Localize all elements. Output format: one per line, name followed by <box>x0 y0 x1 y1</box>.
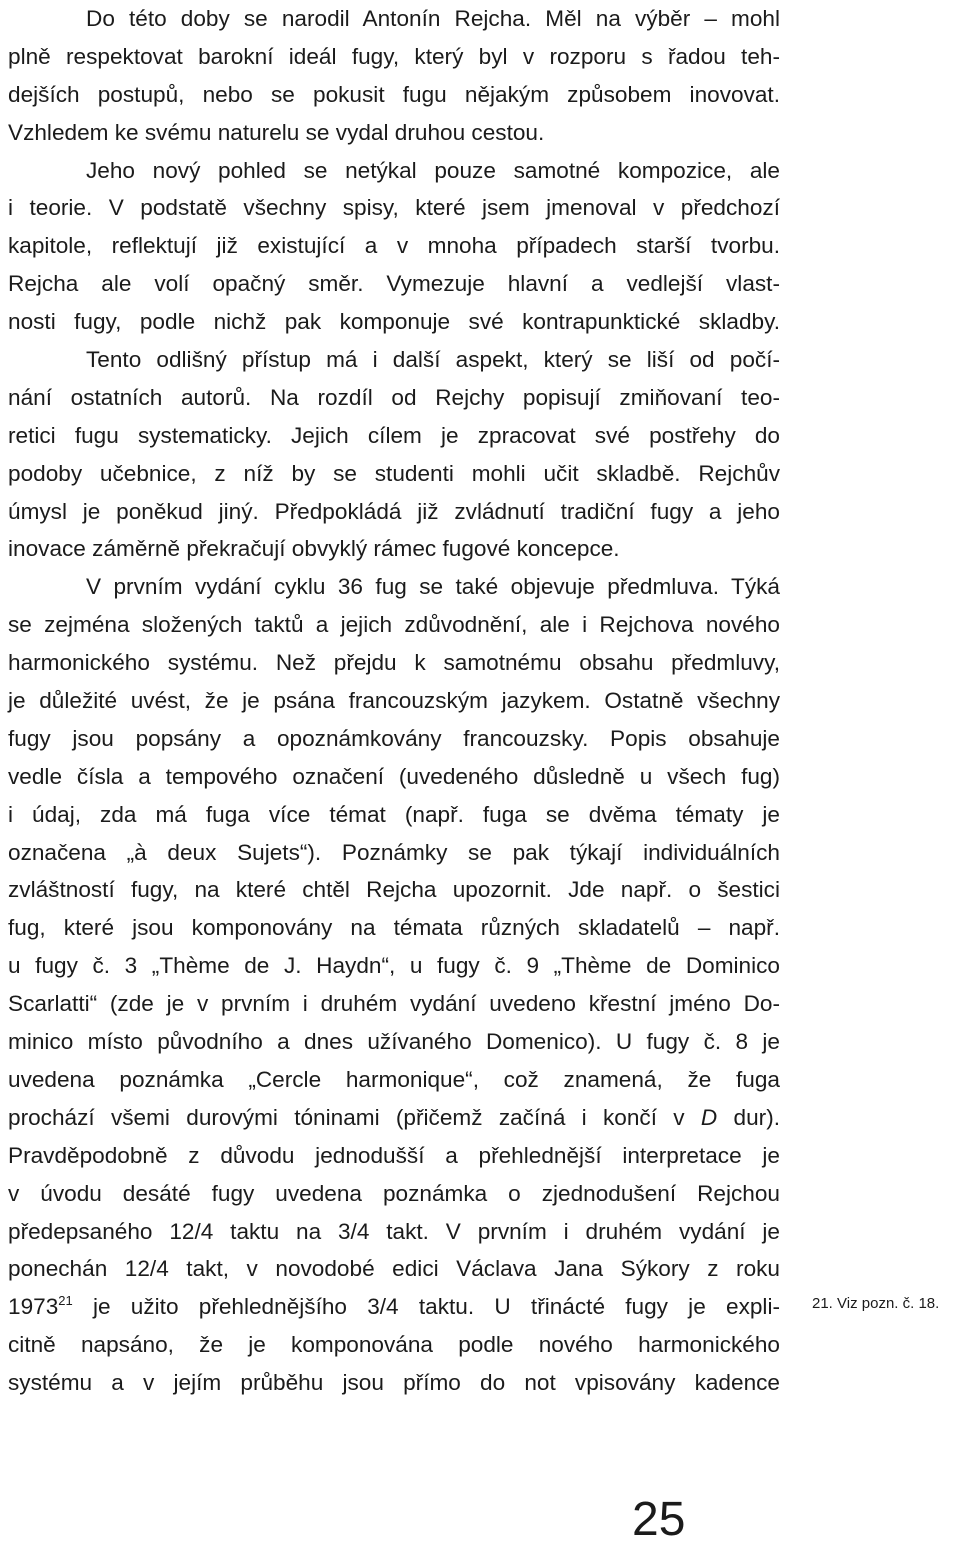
text-line <box>8 189 780 227</box>
text-line <box>8 796 780 834</box>
text-line <box>8 568 780 606</box>
text-line-content: dejších postupů, nebo se pokusit fugu nějakým způsobem inovovat. <box>8 81 780 107</box>
text-line <box>8 1250 780 1288</box>
text-line <box>8 1288 780 1326</box>
text-line-content: se zejména složených taktů a jejich zdůvodnění, ale i Rejchova nového <box>8 612 780 638</box>
text-line-content: 1973 <box>8 1294 59 1320</box>
text-line <box>8 720 780 758</box>
text-line-tail: je užito přehlednějšího 3/4 taktu. U třinácté fugy je expli- <box>72 1294 780 1320</box>
text-line-content: fug, které jsou komponovány na témata různých skladatelů – např. <box>8 915 780 941</box>
page-number: 25 <box>632 1493 686 1546</box>
text-line <box>8 0 780 38</box>
text-line-content: Pravděpodobně z důvodu jednodušší a přehlednější interpretace je <box>8 1142 780 1168</box>
text-line-content: Do této doby se narodil Antonín Rejcha. Měl na výběr – mohl <box>86 6 780 31</box>
text-line-content: Tento odlišný přístup má i další aspekt, který se liší od počí- <box>86 347 780 373</box>
text-line-content: označena „à deux Sujets“). Poznámky se pak týkají individuálních <box>8 839 780 865</box>
text-line <box>8 947 780 985</box>
text-line-content: i teorie. V podstatě všechny spisy, které jsem jmenoval v předchozí <box>8 195 780 221</box>
text-line <box>8 682 780 720</box>
text-line-content: u fugy č. 3 „Thème de J. Haydn“, u fugy č. 9 „Thème de Dominico <box>8 953 780 979</box>
text-line <box>8 417 780 455</box>
text-line <box>8 909 780 947</box>
text-line <box>8 606 780 644</box>
text-line <box>8 303 780 341</box>
text-line-content: Scarlatti“ (zde je v prvním i druhém vydání uvedeno křestní jméno Do- <box>8 991 780 1017</box>
text-line-content: zvláštností fugy, na které chtěl Rejcha upozornit. Jde např. o šestici <box>8 877 780 903</box>
text-line <box>8 493 780 531</box>
text-line <box>8 227 780 265</box>
text-line <box>8 1099 780 1137</box>
text-line-content: minico místo původního a dnes užívaného Domenico). U fugy č. 8 je <box>8 1029 780 1055</box>
text-line-content: systému a v jejím průběhu jsou přímo do not vpisovány kadence <box>8 1370 780 1396</box>
text-line-content: kapitole, reflektují již existující a v mnoha případech starší tvorbu. <box>8 233 780 259</box>
text-line-content: i údaj, zda má fuga více témat (např. fuga se dvěma tématy je <box>8 801 780 827</box>
text-line <box>8 265 780 303</box>
text-line-content: je důležité uvést, že je psána francouzským jazykem. Ostatně všechny <box>8 688 780 714</box>
text-line-content: vedle čísla a tempového označení (uvedeného důsledně u všech fug) <box>8 763 780 789</box>
text-line-content: nání ostatních autorů. Na rozdíl od Rejchy popisují zmiňovaní teo- <box>8 384 780 410</box>
text-line-content: inovace záměrně překračují obvyklý rámec fugové koncepce. <box>8 536 620 562</box>
text-line-content: V prvním vydání cyklu 36 fug se také objevuje předmluva. Týká <box>86 574 780 600</box>
text-line-content: v úvodu desáté fugy uvedena poznámka o zjednodušení Rejchou <box>8 1180 780 1206</box>
text-line-content: retici fugu systematicky. Jejich cílem je zpracovat své postřehy do <box>8 422 780 448</box>
footnote-marker: 21 <box>58 1293 73 1309</box>
text-line-content: prochází všemi durovými tóninami (přičemž začíná i končí v <box>8 1104 701 1130</box>
italic-key: D <box>700 1104 718 1130</box>
text-line <box>8 379 780 417</box>
text-line-content: uvedena poznámka „Cercle harmonique“, což znamená, že fuga <box>8 1066 780 1092</box>
text-line-content: podoby učebnice, z níž by se studenti mohli učit skladbě. Rejchův <box>8 460 780 486</box>
text-line-content: úmysl je poněkud jiný. Předpokládá již zvládnutí tradiční fugy a jeho <box>8 498 780 524</box>
text-line <box>8 76 780 114</box>
text-line <box>8 1213 780 1251</box>
text-line <box>8 1023 780 1061</box>
text-line <box>8 985 780 1023</box>
text-line <box>8 834 780 872</box>
footnote-21: 21. Viz pozn. č. 18. <box>812 1295 940 1312</box>
text-line-tail: dur). <box>717 1104 780 1130</box>
text-line <box>8 152 780 190</box>
text-line-content: harmonického systému. Než přejdu k samotnému obsahu předmluvy, <box>8 650 780 676</box>
text-line <box>8 644 780 682</box>
text-line <box>8 455 780 493</box>
text-line-content: citně napsáno, že je komponována podle nového harmonického <box>8 1332 780 1358</box>
text-line-content: Vzhledem ke svému naturelu se vydal druhou cestou. <box>8 119 545 145</box>
text-line <box>8 38 780 76</box>
text-line <box>8 341 780 379</box>
text-line <box>8 1364 780 1402</box>
text-line-content: fugy jsou popsány a opoznámkovány francouzsky. Popis obsahuje <box>8 725 780 751</box>
text-line <box>8 114 780 152</box>
text-line <box>8 758 780 796</box>
text-line-content: předepsaného 12/4 taktu na 3/4 takt. V prvním i druhém vydání je <box>8 1218 780 1244</box>
text-line-content: Rejcha ale volí opačný směr. Vymezuje hlavní a vedlejší vlast- <box>8 271 780 297</box>
text-line <box>8 871 780 909</box>
text-line-content: nosti fugy, podle nichž pak komponuje své kontrapunktické skladby. <box>8 309 780 335</box>
text-line <box>8 1326 780 1364</box>
text-line-content: Jeho nový pohled se netýkal pouze samotné kompozice, ale <box>86 157 780 183</box>
text-line <box>8 1175 780 1213</box>
text-line <box>8 530 780 568</box>
text-line <box>8 1061 780 1099</box>
body-text <box>8 0 780 1402</box>
text-line <box>8 1137 780 1175</box>
text-line-content: ponechán 12/4 takt, v novodobé edici Václava Jana Sýkory z roku <box>8 1256 780 1282</box>
text-line-content: plně respektovat barokní ideál fugy, který byl v rozporu s řadou teh- <box>8 43 780 69</box>
